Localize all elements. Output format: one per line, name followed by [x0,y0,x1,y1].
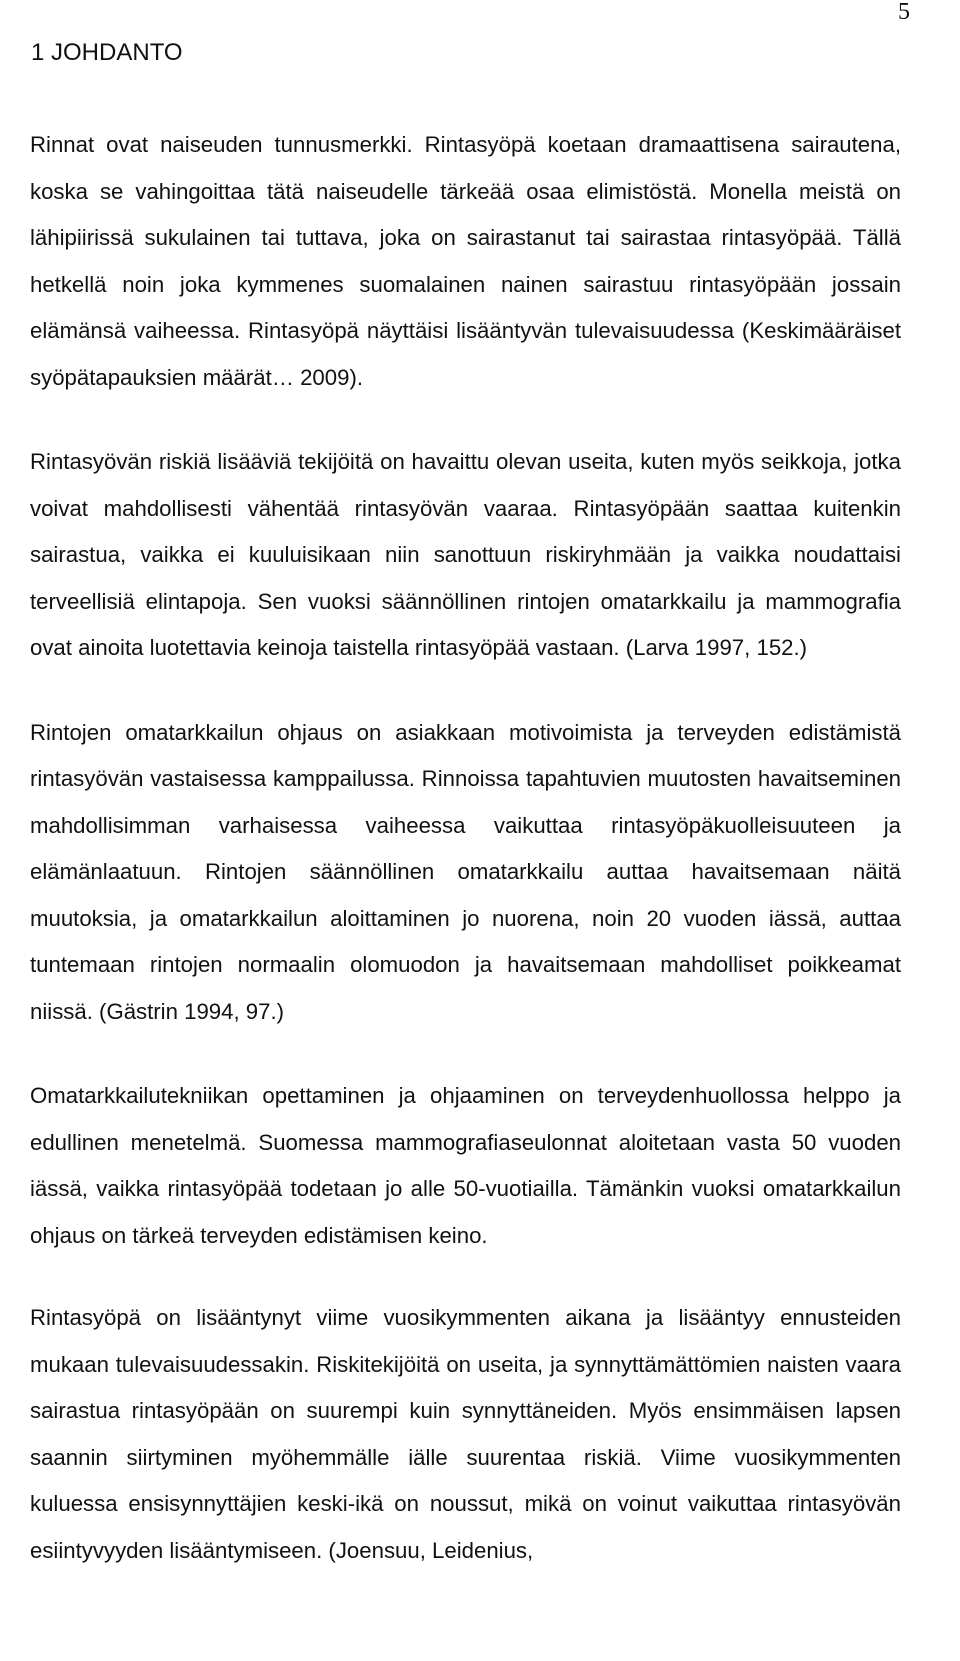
paragraph-1: Rinnat ovat naiseuden tunnusmerkki. Rintasyöpä koetaan dramaattisena sairautena, koska se vahingoittaa tätä naiseudelle tärkeää osaa elimistöstä. Monella meistä on lähipiirissä sukulainen tai tuttava, joka on sairastanut tai sairastaa rintasyöpää. Tällä hetkellä noin joka kymmenes suomalainen nainen sairastuu rintasyöpään jossain elämänsä vaiheessa. Rintasyöpä näyttäisi lisääntyvän tulevaisuudessa (Keskimääräiset syöpätapauksien määrät… 2009). [30,132,901,390]
chapter-heading: 1 JOHDANTO [31,39,183,66]
paragraph-4: Omatarkkailutekniikan opettaminen ja ohjaaminen on terveydenhuollossa helppo ja edullinen menetelmä. Suomessa mammografiaseulonnat aloitetaan vasta 50 vuoden iässä, vaikka rintasyöpää todetaan jo alle 50-vuotiailla. Tämänkin vuoksi omatarkkailun ohjaus on tärkeä terveyden edistämisen keino. [30,1083,901,1248]
body-text [30,122,901,1574]
paragraph-3: Rintojen omatarkkailun ohjaus on asiakkaan motivoimista ja terveyden edistämistä rintasyövän vastaisessa kamppailussa. Rinnoissa tapahtuvien muutosten havaitseminen mahdollisimman varhaisessa vaiheessa vaikuttaa rintasyöpäkuolleisuuteen ja elämänlaatuun. Rintojen säännöllinen omatarkkailu auttaa havaitsemaan näitä muutoksia, ja omatarkkailun aloittaminen jo nuorena, noin 20 vuoden iässä, auttaa tuntemaan rintojen normaalin olomuodon ja havaitsemaan mahdolliset poikkeamat niissä. (Gästrin 1994, 97.) [30,719,901,1024]
paragraph-2: Rintasyövän riskiä lisääviä tekijöitä on havaittu olevan useita, kuten myös seikkoja, jotka voivat mahdollisesti vähentää rintasyövän vaaraa. Rintasyöpään saattaa kuitenkin sairastua, vaikka ei kuuluisikaan niin sanottuun riskiryhmään ja vaikka noudattaisi terveellisiä elintapoja. Sen vuoksi säännöllinen rintojen omatarkkailu ja mammografia ovat ainoita luotettavia keinoja taistella rintasyöpää vastaan. (Larva 1997, 152.) [30,449,901,660]
paragraph-5: Rintasyöpä on lisääntynyt viime vuosikymmenten aikana ja lisääntyy ennusteiden mukaan tulevaisuudessakin. Riskitekijöitä on useita, ja synnyttämättömien naisten vaara sairastua rintasyöpään on suurempi kuin synnyttäneiden. Myös ensimmäisen lapsen saannin siirtyminen myöhemmälle iälle suurentaa riskiä. Viime vuosikymmenten kuluessa ensisynnyttäjien keski-ikä on noussut, mikä on voinut vaikuttaa rintasyövän esiintyvyyden lisääntymiseen. (Joensuu, Leidenius, [30,1305,901,1563]
page-number: 5 [898,0,910,25]
